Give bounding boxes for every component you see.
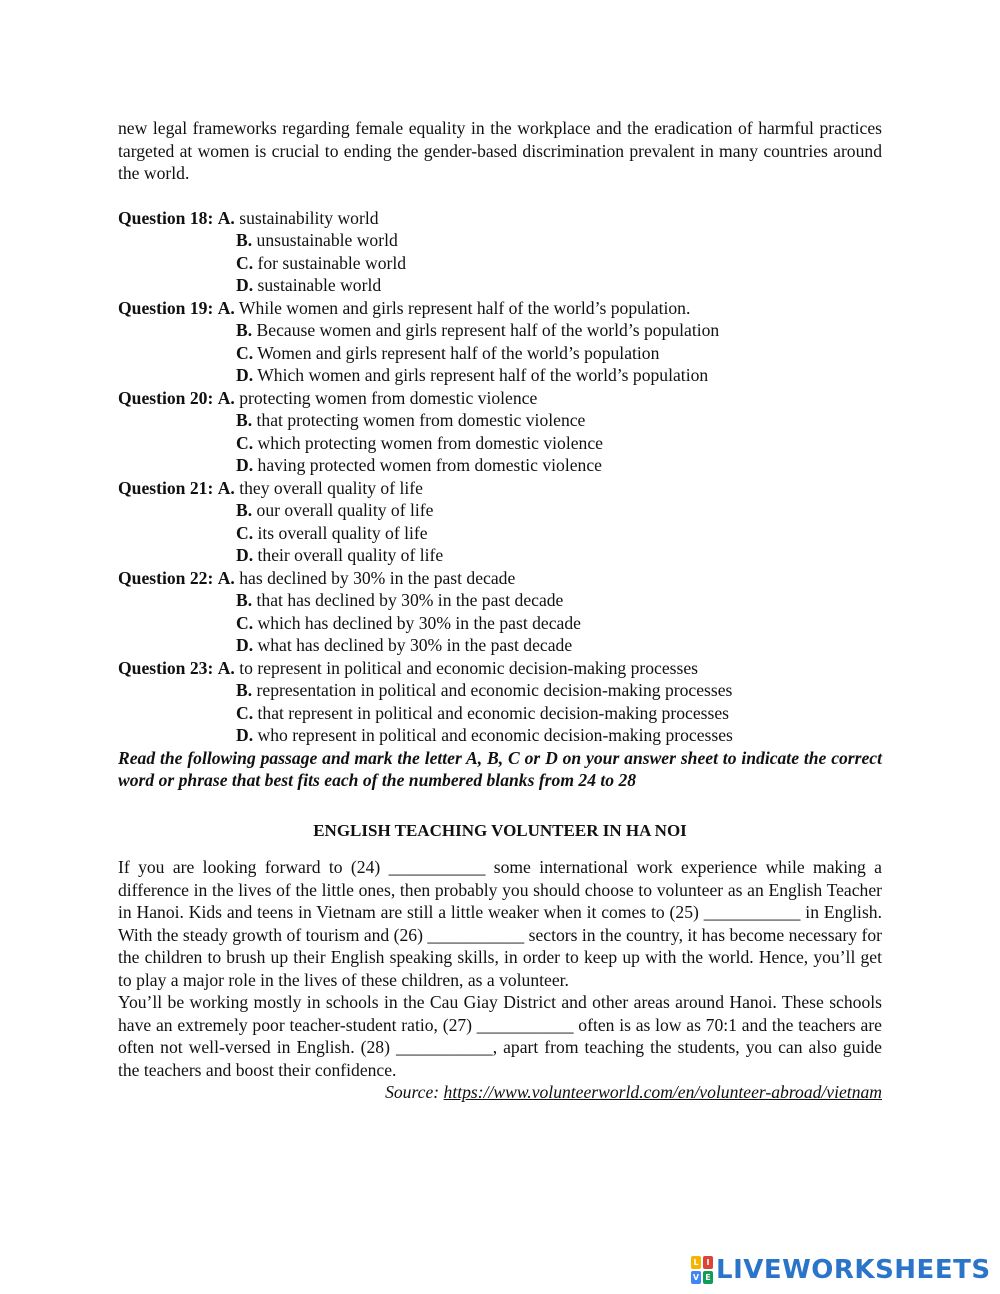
- option-text: what has declined by 30% in the past decade: [257, 635, 573, 655]
- question-label: Question 18:: [118, 207, 214, 228]
- option-text: which has declined by 30% in the past decade: [257, 612, 581, 633]
- question-label: Question 22:: [118, 567, 214, 588]
- option-line: [118, 522, 882, 545]
- option-letter: C.: [236, 702, 254, 723]
- source-line: [118, 1081, 882, 1104]
- option-text: that has declined by 30% in the past decade: [256, 590, 564, 610]
- option-line: [118, 544, 882, 567]
- option-text: While women and girls represent half of the world’s population.: [238, 297, 691, 318]
- question-list: [118, 207, 882, 747]
- option-letter: C.: [236, 522, 254, 543]
- logo-mark-cell: L: [691, 1256, 701, 1269]
- logo-mark-cell: V: [692, 1273, 700, 1282]
- source-label: Source:: [385, 1082, 440, 1102]
- option-line: [118, 499, 882, 522]
- option-line: [118, 679, 882, 702]
- option-letter: B.: [236, 590, 253, 610]
- option-text: its overall quality of life: [257, 522, 428, 543]
- question-label: Question 21:: [118, 477, 214, 498]
- option-line: [118, 612, 882, 635]
- option-text: representation in political and economic decision-making processes: [256, 680, 733, 700]
- option-text: for sustainable world: [257, 252, 407, 273]
- option-letter: A.: [217, 657, 235, 678]
- option-text: that represent in political and economic decision-making processes: [257, 702, 729, 723]
- option-letter: A.: [217, 387, 235, 408]
- option-letter: D.: [236, 545, 254, 565]
- option-line: [118, 342, 882, 365]
- question-line: [118, 477, 882, 500]
- option-line: [118, 634, 882, 657]
- option-letter: D.: [236, 365, 254, 385]
- option-text: who represent in political and economic decision-making processes: [257, 725, 733, 745]
- option-line: [118, 724, 882, 747]
- option-line: [118, 274, 882, 297]
- option-letter: C.: [236, 252, 254, 273]
- option-line: [118, 702, 882, 725]
- question-label: Question 20:: [118, 387, 214, 408]
- option-text: Because women and girls represent half of the world’s population: [256, 320, 720, 340]
- option-letter: A.: [217, 207, 235, 228]
- option-letter: A.: [217, 477, 235, 498]
- option-letter: C.: [236, 612, 254, 633]
- option-line: [118, 364, 882, 387]
- option-letter: A.: [217, 567, 235, 588]
- option-text: Women and girls represent half of the world’s population: [257, 342, 660, 363]
- option-letter: D.: [236, 635, 254, 655]
- option-text: Which women and girls represent half of the world’s population: [257, 365, 709, 385]
- question-line: [118, 567, 882, 590]
- passage-paragraph-1: If you are looking forward to (24) ___________ some international work experience while making a difference in the lives of the little ones, then probably you should choose to volunteer as an English Teacher in Hanoi. Kids and teens in Vietnam are still a little weaker when it comes to (25) ___________ in English. With the steady growth of tourism and (26) ___________ sectors in the country, it has become necessary for the children to brush up their English speaking skills, in order to keep up with the world. Hence, you’ll get to play a major role in the lives of these children, as a volunteer.: [118, 857, 882, 990]
- option-letter: B.: [236, 500, 253, 520]
- passage-title: ENGLISH TEACHING VOLUNTEER IN HA NOI: [313, 820, 687, 840]
- option-line: [118, 229, 882, 252]
- worksheet-page: [118, 117, 882, 1104]
- question-line: [118, 297, 882, 320]
- option-letter: C.: [236, 342, 254, 363]
- question-label: Question 23:: [118, 657, 214, 678]
- option-line: [118, 319, 882, 342]
- question-line: [118, 657, 882, 680]
- question-line: [118, 387, 882, 410]
- logo-mark-cell: I: [703, 1256, 713, 1269]
- option-text: has declined by 30% in the past decade: [239, 567, 516, 588]
- option-text: that protecting women from domestic violence: [256, 410, 586, 430]
- intro-paragraph: new legal frameworks regarding female equality in the workplace and the eradication of harmful practices targeted at women is crucial to ending the gender-based discrimination prevalent in many countries around the world.: [118, 118, 882, 183]
- option-text: unsustainable world: [256, 230, 398, 250]
- source-link[interactable]: https://www.volunteerworld.com/en/volunteer-abroad/vietnam: [443, 1082, 882, 1102]
- option-line: [118, 454, 882, 477]
- option-letter: B.: [236, 680, 253, 700]
- option-line: [118, 589, 882, 612]
- option-text: our overall quality of life: [256, 500, 434, 520]
- option-text: having protected women from domestic violence: [257, 455, 602, 475]
- logo-mark-cell: E: [703, 1271, 713, 1284]
- option-text: to represent in political and economic decision-making processes: [239, 657, 698, 678]
- option-text: protecting women from domestic violence: [239, 387, 538, 408]
- option-text: sustainable world: [257, 275, 382, 295]
- option-line: [118, 252, 882, 275]
- option-letter: B.: [236, 410, 253, 430]
- option-letter: D.: [236, 455, 254, 475]
- logo-text: LIVEWORKSHEETS: [716, 1255, 991, 1285]
- option-letter: B.: [236, 230, 253, 250]
- logo-mark-icon: [691, 1256, 713, 1284]
- option-letter: D.: [236, 275, 254, 295]
- liveworksheets-logo: [691, 1253, 991, 1287]
- question-line: [118, 207, 882, 230]
- passage-paragraph-2: You’ll be working mostly in schools in the Cau Giay District and other areas around Hanoi. These schools have an extremely poor teacher-student ratio, (27) ___________ often is as low as 70:1 and the teachers are often not well-versed in English. (28) ___________, apart from teaching the students, you can also guide the teachers and boost their confidence.: [118, 992, 882, 1080]
- option-line: [118, 409, 882, 432]
- option-letter: A.: [217, 297, 235, 318]
- instruction-text: Read the following passage and mark the letter A, B, C or D on your answer sheet to indicate the correct word or phrase that best fits each of the numbered blanks from 24 to 28: [118, 747, 882, 790]
- option-text: which protecting women from domestic violence: [257, 432, 603, 453]
- option-line: [118, 432, 882, 455]
- option-letter: B.: [236, 320, 253, 340]
- option-text: they overall quality of life: [239, 477, 423, 498]
- question-label: Question 19:: [118, 297, 214, 318]
- option-letter: D.: [236, 725, 254, 745]
- option-text: sustainability world: [239, 207, 379, 228]
- option-letter: C.: [236, 432, 254, 453]
- option-text: their overall quality of life: [257, 545, 444, 565]
